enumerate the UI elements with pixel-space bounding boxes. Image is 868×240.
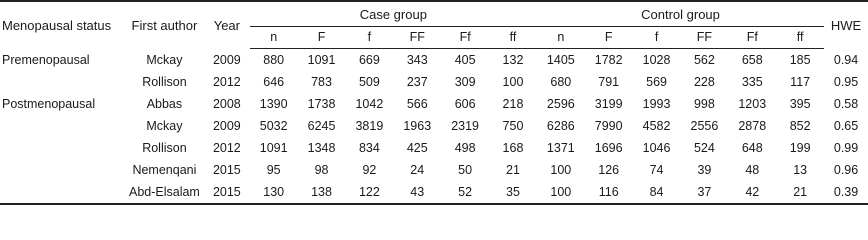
case-value-cell: 35 — [489, 181, 537, 204]
control-value-cell: 185 — [789, 53, 811, 67]
case-value-cell: 237 — [406, 75, 428, 89]
control-value-cell: 1371 — [546, 141, 575, 155]
control-value-cell: 1203 — [738, 97, 767, 111]
case-value-cell: 138 — [298, 181, 346, 204]
case-value-cell: 425 — [406, 141, 428, 155]
header-year: Year — [204, 1, 250, 49]
hwe-cell: 0.95 — [833, 75, 859, 89]
case-value-cell: 21 — [506, 163, 520, 177]
header-hwe: HWE — [824, 1, 868, 49]
control-value-cell: 524 — [693, 141, 715, 155]
table-row — [0, 49, 868, 72]
control-value-cell: 569 — [646, 75, 667, 89]
menopausal-status-cell — [0, 137, 125, 159]
case-value-cell: 834 — [358, 141, 380, 155]
control-col-header: F — [585, 27, 633, 49]
control-value-cell: 3199 — [594, 97, 623, 111]
case-value-cell: 130 — [250, 181, 298, 204]
case-value-cell: 405 — [454, 53, 476, 67]
year-cell: 2012 — [212, 75, 241, 89]
table-row — [0, 115, 868, 137]
case-col-header: f — [345, 27, 393, 49]
first-author-cell: Rollison — [142, 141, 187, 155]
case-value-cell: 309 — [454, 75, 476, 89]
control-value-cell: 1782 — [594, 53, 623, 67]
menopausal-status-cell — [0, 71, 125, 93]
control-value-cell: 562 — [693, 53, 715, 67]
case-value-cell: 95 — [266, 163, 281, 177]
control-col-header: FF — [680, 27, 728, 49]
control-value-cell: 100 — [550, 163, 572, 177]
case-value-cell: 1348 — [307, 141, 336, 155]
case-value-cell: 50 — [458, 163, 473, 177]
case-value-cell: 606 — [454, 97, 476, 111]
case-value-cell: 132 — [502, 53, 524, 67]
first-author-cell: Abd-Elsalam — [125, 181, 204, 204]
case-value-cell: 98 — [314, 163, 329, 177]
header-case-group: Case group — [250, 1, 537, 27]
control-value-cell: 998 — [693, 97, 715, 111]
year-cell: 2009 — [212, 119, 241, 133]
case-value-cell: 498 — [454, 141, 476, 155]
control-value-cell: 48 — [745, 163, 760, 177]
table-row — [0, 93, 868, 115]
hwe-cell: 0.94 — [833, 52, 859, 67]
hwe-cell: 0.99 — [833, 141, 859, 155]
control-col-header: f — [633, 27, 681, 49]
control-value-cell: 2878 — [738, 119, 767, 133]
table-row — [0, 137, 868, 159]
header-first-author: First author — [125, 1, 204, 49]
table-row — [0, 71, 868, 93]
case-value-cell: 566 — [406, 97, 428, 111]
case-value-cell: 1963 — [403, 119, 432, 133]
hwe-cell: 0.65 — [833, 119, 859, 133]
menopausal-status-cell: Postmenopausal — [2, 97, 96, 111]
case-col-header: n — [250, 27, 298, 49]
control-value-cell: 13 — [793, 163, 808, 177]
case-value-cell: 1390 — [259, 97, 288, 111]
case-value-cell: 750 — [502, 119, 524, 133]
control-value-cell: 116 — [585, 181, 633, 204]
hwe-cell: 0.96 — [833, 163, 859, 177]
header-menopausal-status: Menopausal status — [0, 1, 125, 49]
menopausal-status-cell — [0, 159, 125, 181]
case-value-cell: 1091 — [259, 141, 288, 155]
first-author-cell: Mckay — [146, 119, 183, 133]
case-col-header: ff — [489, 27, 537, 49]
case-value-cell: 2319 — [451, 119, 480, 133]
table-row — [0, 159, 868, 181]
case-value-cell: 343 — [406, 53, 428, 67]
control-value-cell: 680 — [550, 75, 572, 89]
menopausal-status-cell — [0, 181, 125, 204]
control-value-cell: 2596 — [546, 97, 575, 111]
year-cell: 2009 — [212, 52, 241, 67]
control-value-cell: 335 — [741, 75, 763, 89]
control-value-cell: 199 — [789, 141, 811, 155]
case-value-cell: 92 — [362, 163, 377, 177]
case-value-cell: 509 — [358, 75, 380, 89]
control-value-cell: 852 — [789, 119, 811, 133]
control-value-cell: 395 — [789, 97, 811, 111]
control-value-cell: 117 — [790, 75, 811, 89]
control-value-cell: 228 — [693, 75, 715, 89]
hwe-cell: 0.58 — [833, 97, 859, 111]
control-value-cell: 658 — [741, 53, 763, 67]
table-row — [0, 181, 868, 204]
case-value-cell: 122 — [345, 181, 393, 204]
control-value-cell: 126 — [598, 163, 620, 177]
hwe-cell: 0.39 — [824, 181, 868, 204]
control-value-cell: 648 — [741, 141, 763, 155]
control-value-cell: 7990 — [594, 119, 623, 133]
case-value-cell: 669 — [358, 53, 380, 67]
control-value-cell: 2556 — [690, 119, 719, 133]
case-value-cell: 1738 — [307, 97, 336, 111]
case-value-cell: 6245 — [307, 119, 336, 133]
control-col-header: ff — [776, 27, 824, 49]
control-value-cell: 74 — [649, 163, 664, 177]
control-col-header: Ff — [728, 27, 776, 49]
menopausal-status-cell: Premenopausal — [2, 52, 90, 67]
case-value-cell: 1042 — [355, 97, 384, 111]
control-value-cell: 791 — [598, 75, 620, 89]
case-value-cell: 646 — [263, 75, 285, 89]
control-value-cell: 37 — [680, 181, 728, 204]
first-author-cell: Mckay — [146, 52, 183, 67]
control-value-cell: 84 — [633, 181, 681, 204]
case-value-cell: 218 — [502, 97, 524, 111]
case-value-cell: 5032 — [259, 119, 288, 133]
case-value-cell: 1091 — [307, 53, 336, 67]
control-value-cell: 1028 — [642, 53, 671, 67]
case-value-cell: 100 — [502, 75, 524, 89]
control-value-cell: 1046 — [642, 141, 671, 155]
control-value-cell: 39 — [697, 163, 712, 177]
control-value-cell: 1696 — [594, 141, 623, 155]
first-author-cell: Nemenqani — [132, 163, 197, 177]
year-cell: 2008 — [212, 97, 241, 111]
table-body — [0, 49, 868, 205]
case-value-cell: 3819 — [355, 119, 384, 133]
case-value-cell: 52 — [441, 181, 489, 204]
control-col-header: n — [537, 27, 585, 49]
control-value-cell: 4582 — [642, 119, 671, 133]
first-author-cell: Rollison — [142, 75, 187, 89]
case-value-cell: 880 — [263, 53, 285, 67]
case-col-header: F — [298, 27, 346, 49]
case-col-header: FF — [393, 27, 441, 49]
case-value-cell: 168 — [502, 141, 524, 155]
year-cell: 2015 — [212, 163, 241, 177]
year-cell: 2012 — [212, 141, 241, 155]
case-value-cell: 43 — [393, 181, 441, 204]
control-value-cell: 21 — [776, 181, 824, 204]
first-author-cell: Abbas — [146, 97, 183, 111]
control-value-cell: 100 — [537, 181, 585, 204]
header-control-group: Control group — [537, 1, 824, 27]
control-value-cell: 6286 — [546, 119, 575, 133]
year-cell: 2015 — [204, 181, 250, 204]
control-value-cell: 1405 — [546, 53, 575, 67]
menopausal-status-cell — [0, 115, 125, 137]
case-col-header: Ff — [441, 27, 489, 49]
case-value-cell: 24 — [410, 163, 425, 177]
control-value-cell: 1993 — [642, 97, 671, 111]
control-value-cell: 42 — [728, 181, 776, 204]
case-value-cell: 783 — [311, 75, 332, 89]
